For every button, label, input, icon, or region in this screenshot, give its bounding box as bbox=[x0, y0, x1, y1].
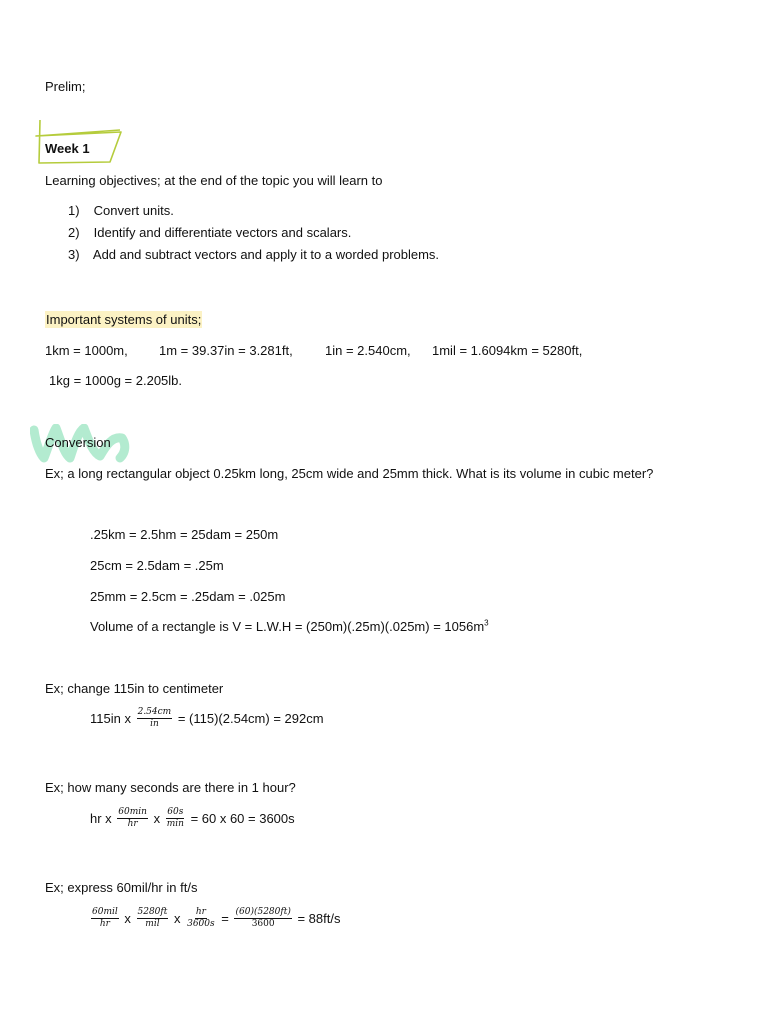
units-line-1 bbox=[45, 343, 128, 359]
week-title: Week 1 bbox=[45, 141, 90, 156]
units-line-1c bbox=[325, 343, 411, 359]
fraction-numerator: 60s bbox=[167, 807, 184, 817]
fraction bbox=[186, 907, 216, 930]
fraction-denominator: 3600 bbox=[251, 919, 275, 929]
eq-result: = (115)(2.54cm) = 292cm bbox=[177, 710, 324, 726]
unit-eq: 1in = 2.540cm, bbox=[325, 343, 411, 358]
fraction-denominator: 3600s bbox=[187, 919, 215, 929]
fraction-denominator: hr bbox=[99, 919, 110, 929]
ex2-equation bbox=[90, 708, 324, 731]
list-item bbox=[68, 247, 439, 263]
ex2-question: Ex; change 115in to centimeter bbox=[45, 681, 224, 696]
unit-eq: 1m = 39.37in = 3.281ft, bbox=[159, 343, 293, 358]
conversion-heading: Conversion bbox=[45, 435, 111, 450]
fraction-numerator: (60)(5280ft) bbox=[235, 907, 291, 917]
ex4-equation bbox=[89, 908, 340, 931]
list-number: 1) bbox=[68, 203, 80, 218]
fraction-numerator: 5280ft bbox=[137, 907, 168, 917]
units-line-1b bbox=[159, 343, 293, 359]
objectives-intro: Learning objectives; at the end of the topic you will learn to bbox=[45, 173, 383, 188]
fraction-denominator: mil bbox=[145, 919, 160, 929]
list-text: Convert units. bbox=[93, 203, 174, 218]
ex1-step: 25cm = 2.5dam = .25m bbox=[90, 558, 224, 573]
fraction-denominator: hr bbox=[127, 819, 138, 829]
units-line-1d bbox=[432, 343, 582, 359]
fraction-denominator: in bbox=[150, 719, 159, 729]
ex1-volume bbox=[90, 619, 489, 635]
list-text: Add and subtract vectors and apply it to a worded problems. bbox=[92, 247, 440, 262]
ex1-question: Ex; a long rectangular object 0.25km long, 25cm wide and 25mm thick. What is its volume in cubic meter? bbox=[45, 466, 654, 481]
fraction bbox=[117, 807, 148, 830]
times-sign: x bbox=[153, 810, 161, 826]
eq-lead: hr x bbox=[90, 810, 112, 826]
ex1-step: 25mm = 2.5cm = .25dam = .025m bbox=[90, 589, 286, 604]
fraction bbox=[234, 907, 291, 930]
list-number: 2) bbox=[68, 225, 80, 240]
times-sign: x bbox=[124, 910, 131, 926]
eq-result: = 88ft/s bbox=[297, 910, 341, 926]
ex1-step: .25km = 2.5hm = 25dam = 250m bbox=[90, 527, 279, 542]
ex4-question: Ex; express 60mil/hr in ft/s bbox=[45, 880, 198, 895]
list-number: 3) bbox=[68, 247, 80, 262]
units-heading-text: Important systems of units; bbox=[46, 312, 202, 327]
fraction-denominator: min bbox=[166, 819, 184, 829]
ex3-question: Ex; how many seconds are there in 1 hour? bbox=[45, 780, 296, 795]
volume-exponent: 3 bbox=[484, 618, 489, 628]
list-text: Identify and differentiate vectors and scalars. bbox=[93, 225, 352, 240]
units-line-2: 1kg = 1000g = 2.205lb. bbox=[49, 373, 183, 388]
equals-sign: = bbox=[221, 910, 229, 926]
fraction-numerator: 60min bbox=[118, 807, 147, 817]
fraction-numerator: hr bbox=[195, 907, 206, 917]
unit-eq: 1km = 1000m, bbox=[45, 343, 128, 358]
times-sign: x bbox=[173, 910, 181, 926]
fraction bbox=[137, 707, 173, 730]
prelim-label: Prelim; bbox=[45, 79, 86, 94]
fraction bbox=[137, 907, 169, 930]
list-item bbox=[68, 225, 351, 241]
eq-lead: 115in x bbox=[90, 710, 131, 726]
volume-text: Volume of a rectangle is V = L.W.H = (250m)(.25m)(.025m) = 1056m bbox=[90, 619, 485, 634]
fraction-numerator: 2.54cm bbox=[137, 707, 172, 717]
fraction-numerator: 60mil bbox=[92, 907, 118, 917]
list-item bbox=[68, 203, 174, 219]
units-heading bbox=[45, 312, 202, 328]
fraction bbox=[91, 907, 119, 930]
eq-result: = 60 x 60 = 3600s bbox=[190, 810, 295, 826]
unit-eq: 1mil = 1.6094km = 5280ft, bbox=[432, 343, 583, 358]
ex3-equation bbox=[90, 808, 295, 831]
fraction bbox=[166, 807, 185, 830]
